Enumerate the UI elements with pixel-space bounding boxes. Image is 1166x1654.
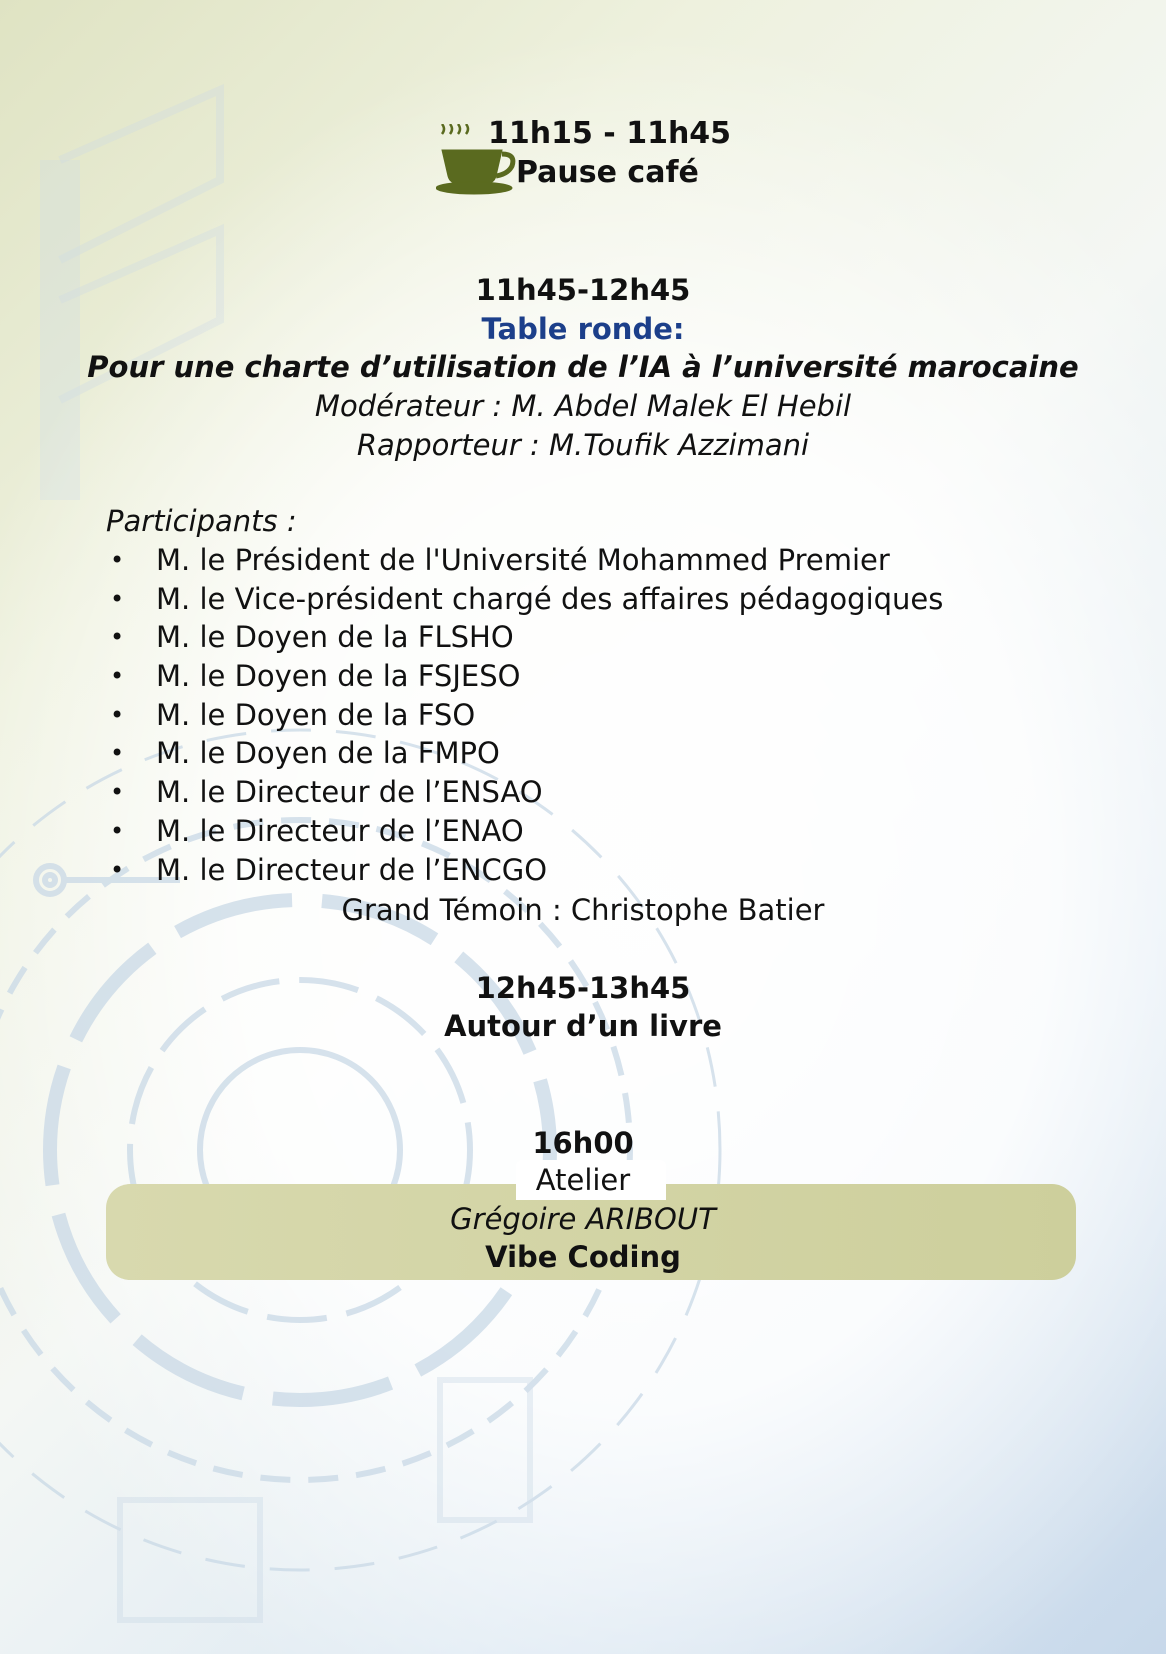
- workshop-label: Atelier: [535, 1163, 631, 1197]
- bullet-icon: •: [110, 855, 125, 884]
- participant-name: M. le Doyen de la FSO: [156, 697, 476, 732]
- workshop-speaker: Grégoire ARIBOUT: [450, 1202, 716, 1236]
- round-table-rapporteur: Rapporteur : M.Toufik Azzimani: [356, 428, 810, 462]
- participants-list: [106, 541, 943, 889]
- list-item: [106, 773, 943, 812]
- list-item: [106, 541, 943, 580]
- coffee-break-time: 11h15 - 11h45: [488, 116, 732, 151]
- participant-name: M. le Vice-président chargé des affaires pédagogiques: [156, 581, 944, 616]
- bullet-icon: •: [110, 778, 125, 807]
- participant-name: M. le Président de l'Université Mohammed Premier: [156, 543, 890, 577]
- participant-name: M. le Directeur de l’ENSAO: [156, 775, 543, 810]
- list-item: [106, 734, 943, 773]
- round-table-title: Pour une charte d’utilisation de l’IA à l’université marocaine: [87, 350, 1079, 384]
- bullet-icon: •: [110, 623, 125, 652]
- bullet-icon: •: [110, 739, 125, 768]
- list-item: [106, 851, 943, 890]
- participant-name: M. le Directeur de l’ENCGO: [156, 852, 548, 887]
- list-item: [106, 696, 943, 735]
- participant-name: M. le Doyen de la FLSHO: [156, 620, 514, 655]
- coffee-break-label: Pause café: [516, 155, 699, 190]
- grand-temoin: Grand Témoin : Christophe Batier: [341, 893, 825, 927]
- participant-name: M. le Doyen de la FMPO: [156, 736, 500, 771]
- bullet-icon: •: [110, 662, 125, 691]
- book-session-label: Autour d’un livre: [444, 1009, 722, 1043]
- workshop-time: 16h00: [532, 1126, 634, 1160]
- bullet-icon: •: [110, 816, 125, 845]
- bullet-icon: •: [110, 584, 125, 613]
- list-item: [106, 657, 943, 696]
- participant-name: M. le Doyen de la FSJESO: [156, 659, 521, 694]
- bullet-icon: •: [110, 700, 125, 729]
- bullet-icon: •: [110, 546, 125, 574]
- participants-label: Participants :: [106, 504, 297, 538]
- list-item: [106, 580, 943, 619]
- round-table-moderator: Modérateur : M. Abdel Malek El Hebil: [314, 389, 852, 423]
- list-item: [106, 812, 943, 851]
- workshop-topic: Vibe Coding: [485, 1240, 681, 1274]
- book-session-time: 12h45-13h45: [475, 971, 691, 1005]
- participant-name: M. le Directeur de l’ENAO: [156, 813, 524, 848]
- list-item: [106, 618, 943, 657]
- round-table-heading: Table ronde:: [481, 312, 685, 346]
- round-table-time: 11h45-12h45: [475, 273, 691, 307]
